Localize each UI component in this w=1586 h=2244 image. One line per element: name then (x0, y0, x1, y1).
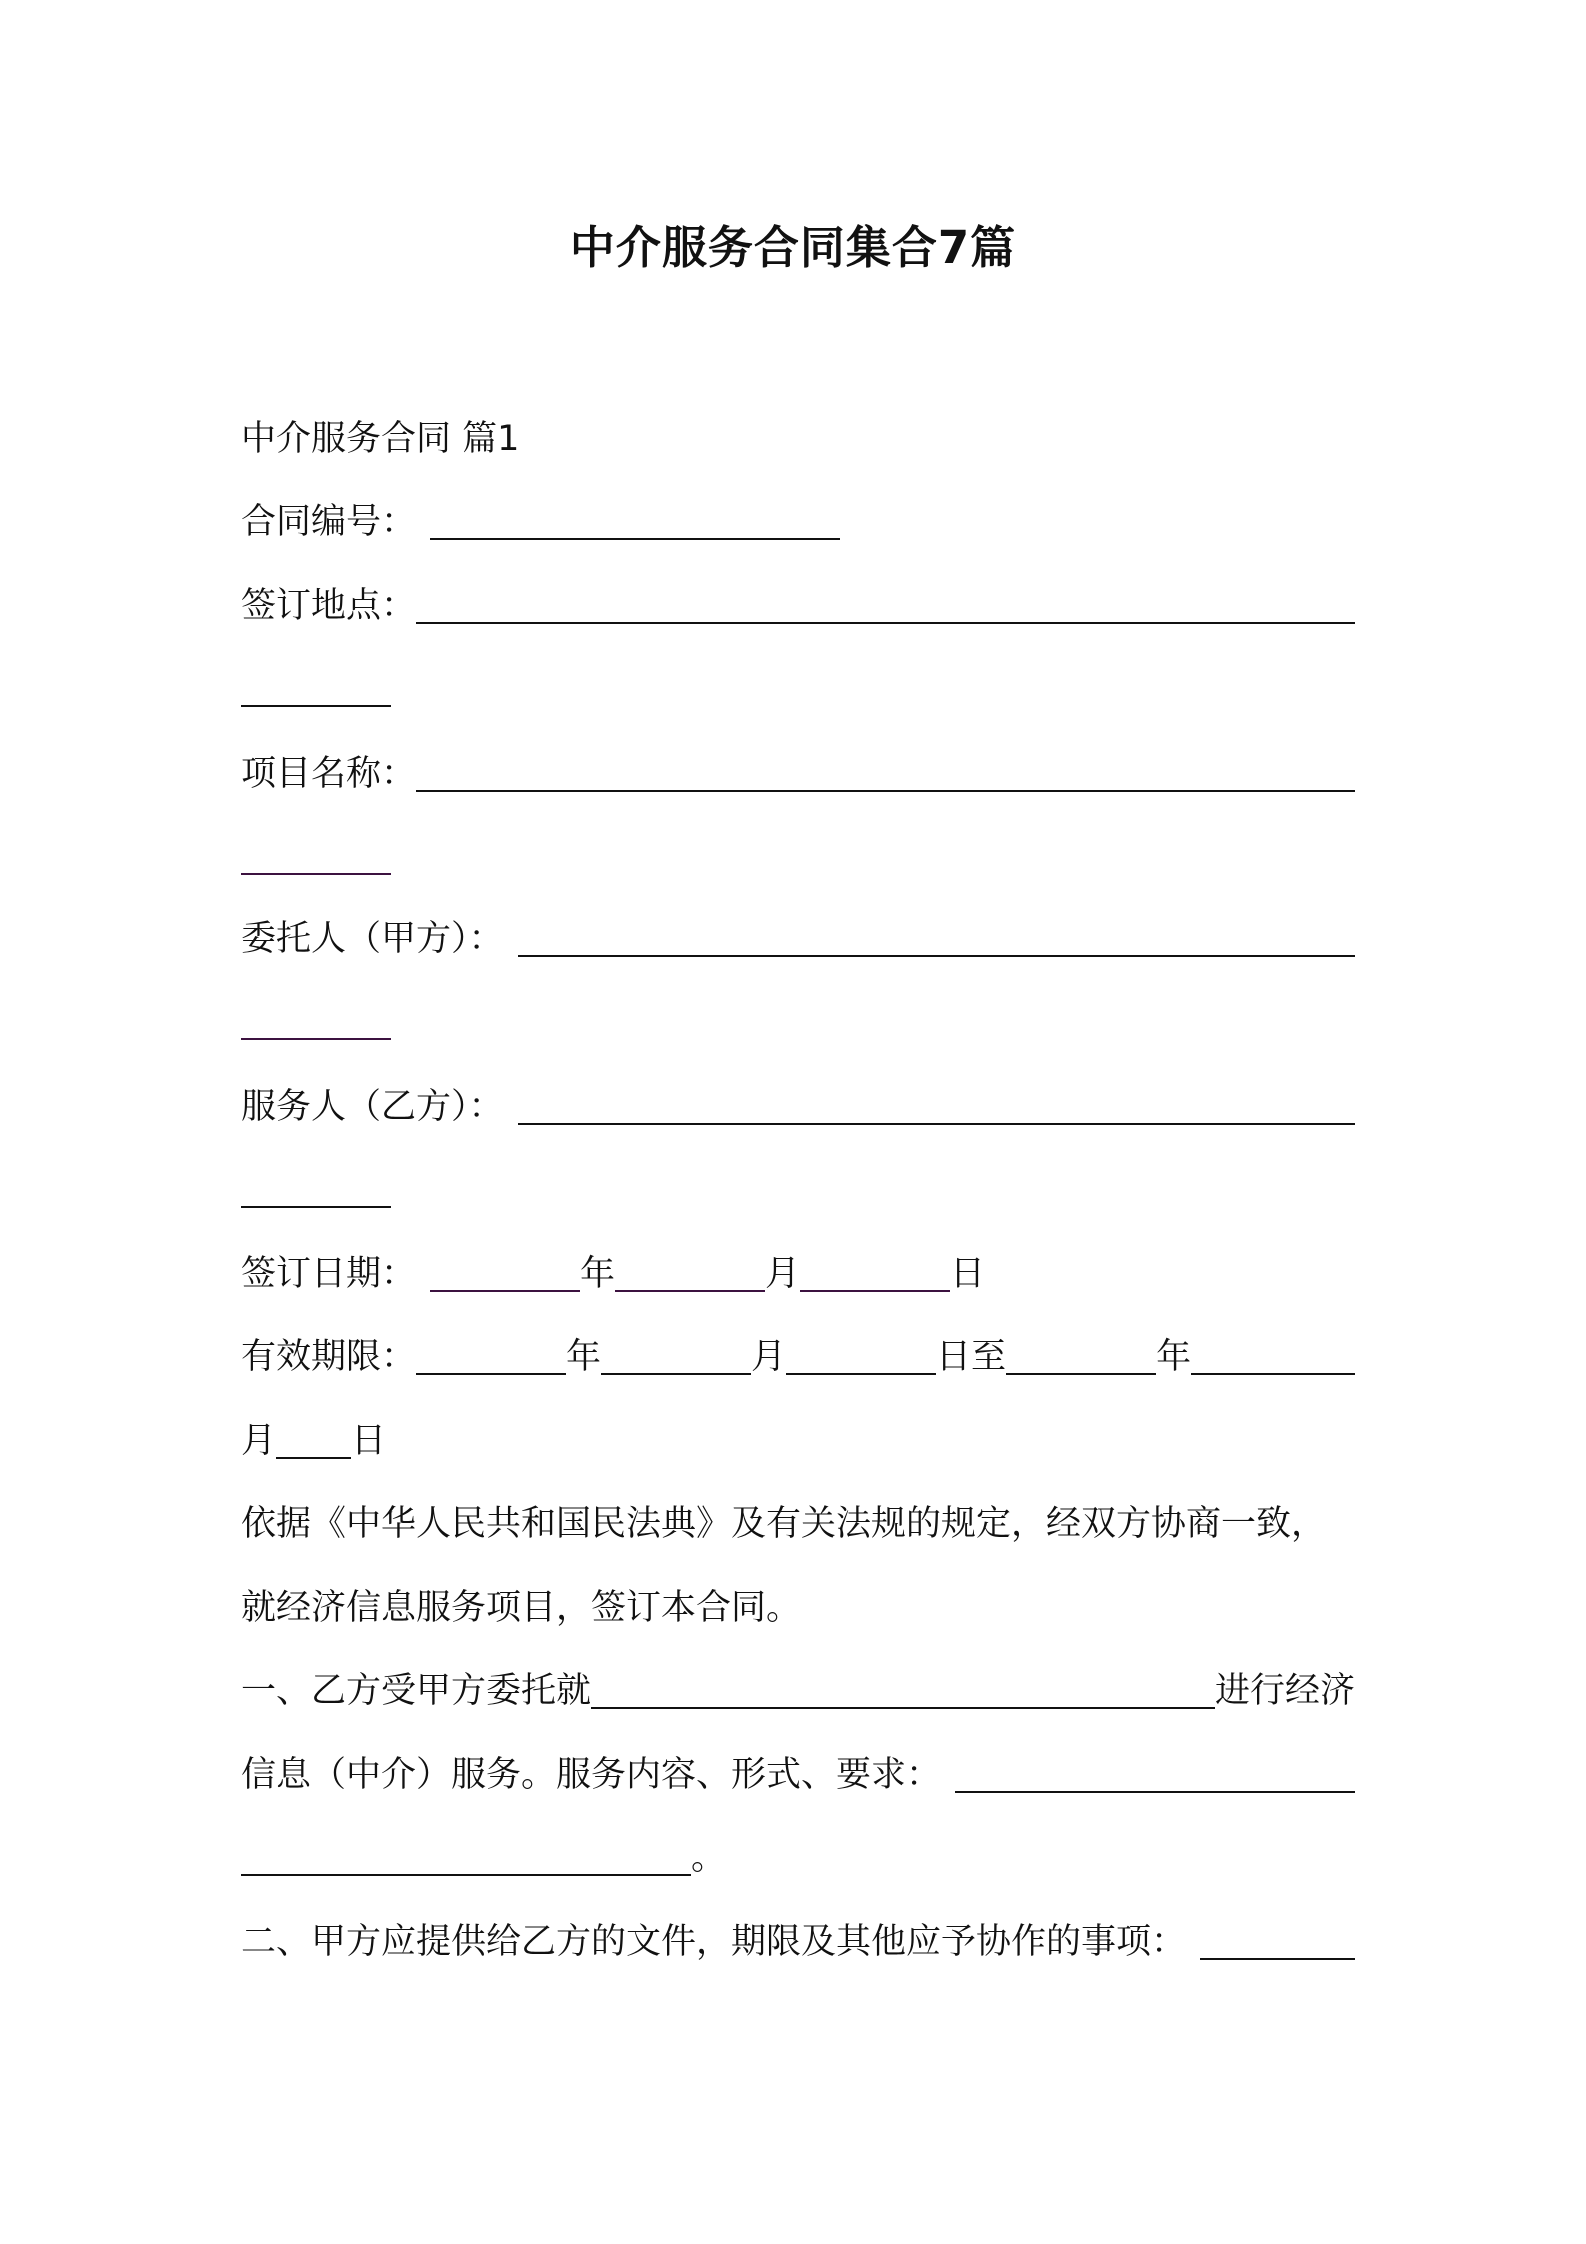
clause-1-row-3 (241, 1834, 1355, 1882)
sign-date-day-unit: 日 (950, 1254, 986, 1294)
clause-1-service-requirements: 信息（中介）服务。服务内容、形式、要求： (241, 1755, 942, 1795)
validity-start-year-unit: 年 (566, 1337, 602, 1377)
preamble-line-1: 依据《中华人民共和国民法典》及有关法规的规定，经双方协商一致， (241, 1504, 1327, 1544)
paragraph-line (241, 1584, 1355, 1632)
validity-start-day-field[interactable] (786, 1365, 936, 1375)
project-name-label: 项目名称： (241, 754, 417, 794)
clause-2-row (241, 1918, 1355, 1966)
provider-field-continued[interactable] (241, 1206, 391, 1208)
service-requirements-field-continued[interactable] (241, 1866, 691, 1876)
preamble-line-2: 就经济信息服务项目，签订本合同。 (241, 1588, 802, 1628)
contract-number-field[interactable] (430, 530, 840, 540)
sign-place-field[interactable] (416, 614, 1355, 624)
provider-row (241, 1083, 1355, 1131)
validity-start-year-field[interactable] (416, 1365, 566, 1375)
validity-end-month-unit: 月 (241, 1421, 277, 1461)
section-heading (241, 415, 1355, 463)
contract-number-label: 合同编号： (241, 502, 417, 542)
client-field[interactable] (518, 947, 1355, 957)
validity-row-continued (241, 1417, 1355, 1465)
project-name-field[interactable] (416, 782, 1355, 792)
client-field-continued[interactable] (241, 1038, 391, 1040)
clause-1-subject-field[interactable] (591, 1699, 1215, 1709)
sign-date-year-field[interactable] (430, 1282, 580, 1292)
sign-date-year-unit: 年 (580, 1254, 616, 1294)
clause-2-text: 二、甲方应提供给乙方的文件，期限及其他应予协作的事项： (241, 1922, 1187, 1962)
clause-1-end-mark: 。 (691, 1838, 727, 1878)
validity-start-month-unit: 月 (751, 1337, 787, 1377)
validity-start-month-field[interactable] (601, 1365, 751, 1375)
validity-row (241, 1333, 1355, 1381)
clause-1-row (241, 1667, 1355, 1715)
contract-number-row (241, 498, 1355, 546)
validity-end-day-unit: 日 (351, 1421, 387, 1461)
sign-date-label: 签订日期： (241, 1254, 417, 1294)
project-name-field-continued[interactable] (241, 873, 391, 875)
sign-date-month-field[interactable] (615, 1282, 765, 1292)
validity-end-year-unit: 年 (1156, 1337, 1192, 1377)
paragraph-line (241, 1500, 1355, 1548)
document-title: 中介服务合同集合7篇 (569, 221, 1017, 274)
sign-date-day-field[interactable] (800, 1282, 950, 1292)
sign-date-month-unit: 月 (765, 1254, 801, 1294)
provider-label: 服务人（乙方）： (241, 1087, 504, 1127)
clause-1-suffix: 进行经济 (1214, 1671, 1355, 1711)
clause-1-row-2 (241, 1751, 1355, 1799)
sign-place-row (241, 582, 1355, 630)
sign-place-label: 签订地点： (241, 586, 417, 626)
validity-day-to: 日至 (936, 1337, 1007, 1377)
provider-field[interactable] (518, 1115, 1355, 1125)
client-label: 委托人（甲方）： (241, 919, 504, 959)
clause-1-prefix: 一、乙方受甲方委托就 (241, 1671, 592, 1711)
project-name-row (241, 750, 1355, 798)
sign-place-field-continued[interactable] (241, 705, 391, 707)
service-requirements-field[interactable] (955, 1783, 1355, 1793)
validity-end-day-field[interactable] (276, 1449, 351, 1459)
section-heading-text: 中介服务合同 篇1 (241, 419, 520, 459)
client-row (241, 915, 1355, 963)
validity-label: 有效期限： (241, 1337, 417, 1377)
validity-end-month-field[interactable] (1191, 1365, 1355, 1375)
validity-end-year-field[interactable] (1006, 1365, 1156, 1375)
clause-2-field[interactable] (1200, 1950, 1355, 1960)
sign-date-row (241, 1250, 1355, 1298)
